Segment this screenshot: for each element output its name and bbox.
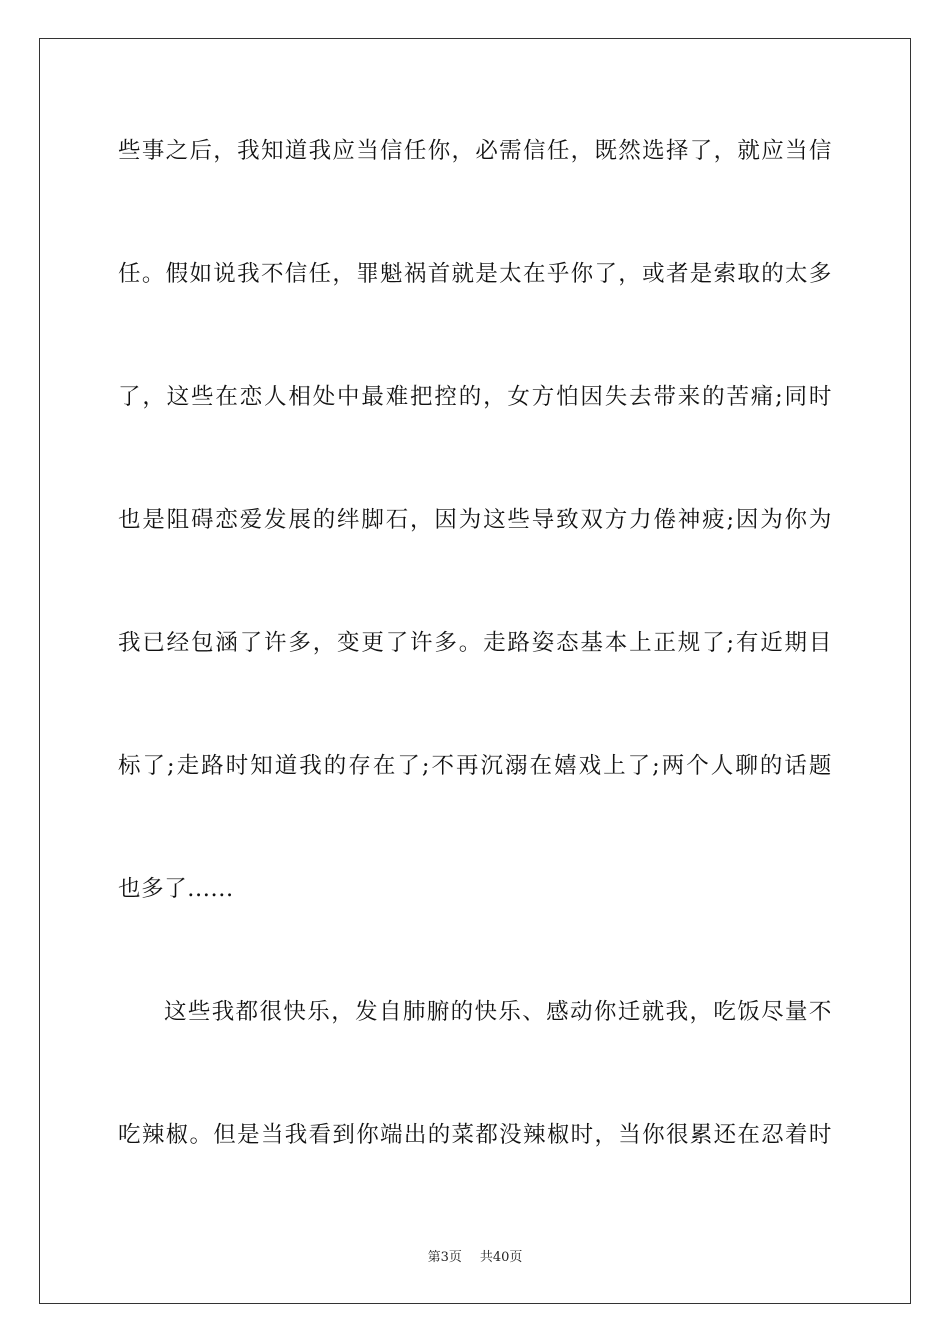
text-line: 吃辣椒。但是当我看到你端出的菜都没辣椒时，当你很累还在忍着时: [118, 1122, 832, 1148]
document-body: [118, 118, 832, 1225]
text-line: 些事之后，我知道我应当信任你，必需信任，既然选择了，就应当信: [118, 138, 832, 164]
text-line: 任。假如说我不信任，罪魁祸首就是太在乎你了，或者是索取的太多: [118, 261, 832, 287]
page-footer: [0, 1246, 950, 1265]
text-line: 了，这些在恋人相处中最难把控的，女方怕因失去带来的苦痛;同时: [118, 384, 832, 410]
text-line: 我已经包涵了许多，变更了许多。走路姿态基本上正规了;有近期目: [118, 630, 832, 656]
text-line-indented: 这些我都很快乐，发自肺腑的快乐、感动你迁就我，吃饭尽量不: [164, 999, 832, 1025]
page-number: 第3页: [427, 1250, 462, 1265]
text-line: 也是阻碍恋爱发展的绊脚石，因为这些导致双方力倦神疲;因为你为: [118, 507, 832, 533]
text-line-last: 也多了......: [118, 876, 234, 902]
total-pages: 共40页: [479, 1250, 523, 1265]
text-line: 标了;走路时知道我的存在了;不再沉溺在嬉戏上了;两个人聊的话题: [118, 753, 832, 779]
